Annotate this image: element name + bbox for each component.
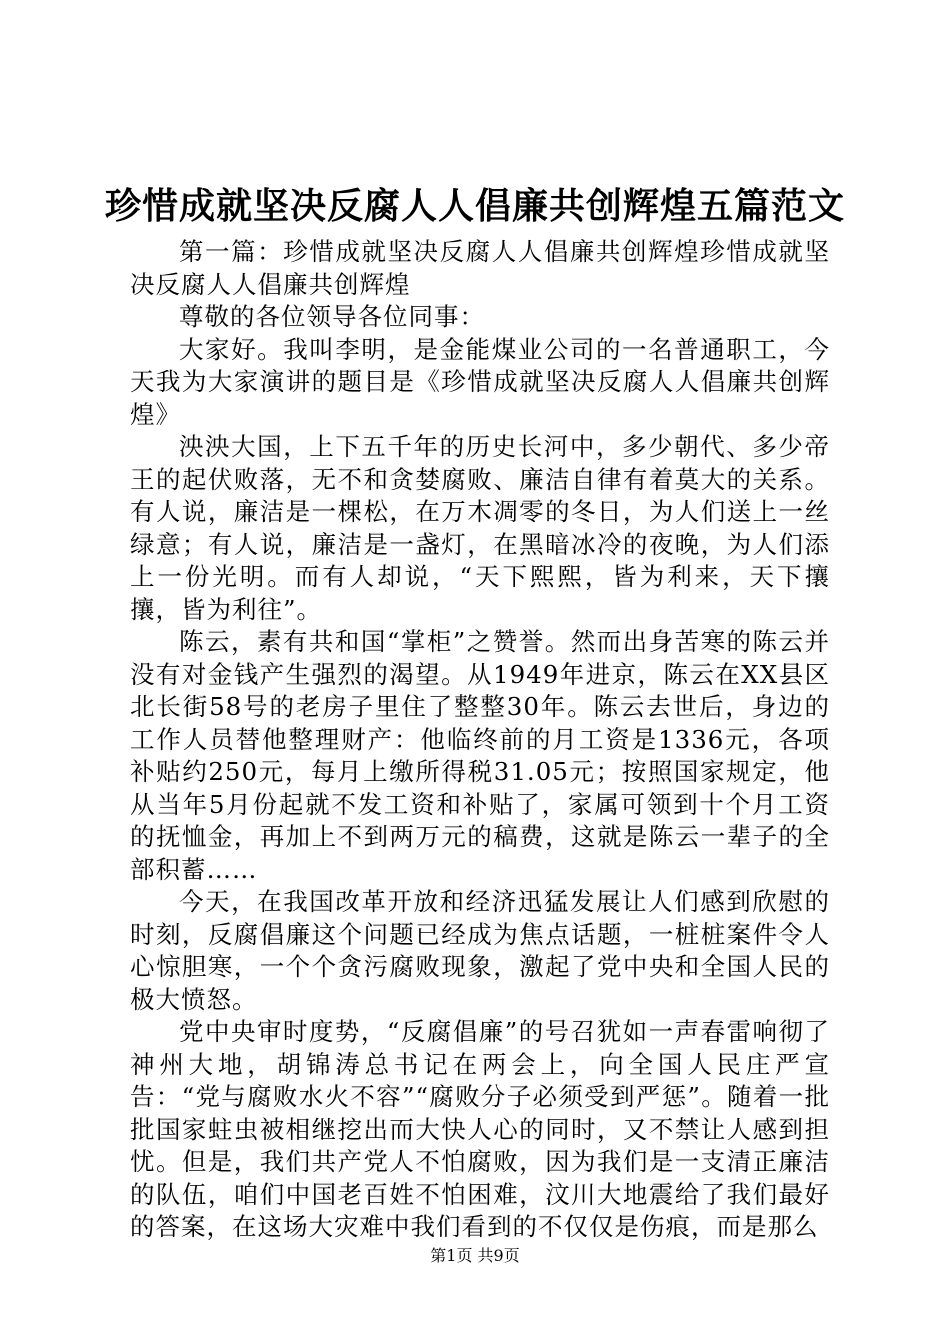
paragraph: 大家好。我叫李明，是金能煤业公司的一名普通职工，今天我为大家演讲的题目是《珍惜成就坚决反腐人人倡廉共创辉煌》 — [130, 334, 830, 429]
page-number-footer: 第1页 共9页 — [430, 1246, 520, 1265]
paragraph: 今天，在我国改革开放和经济迅猛发展让人们感到欣慰的时刻，反腐倡廉这个问题已经成为焦点话题，一桩桩案件令人心惊胆寒，一个个贪污腐败现象，激起了党中央和全国人民的极大愤怒。 — [130, 887, 830, 1014]
document-title: 珍惜成就坚决反腐人人倡廉共创辉煌五篇范文 — [104, 185, 845, 227]
document-body — [130, 236, 830, 1244]
paragraph: 陈云，素有共和国“掌柜”之赞誉。然而出身苦寒的陈云并没有对金钱产生强烈的渴望。从1949年进京，陈云在XX县区北长街58号的老房子里住了整整30年。陈云去世后，身边的工作人员替他整理财产：他临终前的月工资是1336元，各项补贴约250元，每月上缴所得税31.05元；按照国家规定，他从当年5月份起就不发工资和补贴了，家属可领到十个月工资的抚恤金，再加上不到两万元的稿费，这就是陈云一辈子的全部积蓄…… — [130, 627, 830, 884]
paragraph: 党中央审时度势，“反腐倡廉”的号召犹如一声春雷响彻了神州大地，胡锦涛总书记在两会上，向全国人民庄严宣告：“党与腐败水火不容”“腐败分子必须受到严惩”。随着一批批国家蛀虫被相继挖出而大快人心的同时，又不禁让人感到担忧。但是，我们共产党人不怕腐败，因为我们是一支清正廉洁的队伍，咱们中国老百姓不怕困难，汶川大地震给了我们最好的答案，在这场大灾难中我们看到的不仅仅是伤痕，而是那么 — [130, 1017, 830, 1241]
paragraph: 第一篇：珍惜成就坚决反腐人人倡廉共创辉煌珍惜成就坚决反腐人人倡廉共创辉煌 — [130, 237, 830, 299]
paragraph: 泱泱大国，上下五千年的历史长河中，多少朝代、多少帝王的起伏败落，无不和贪婪腐败、廉洁自律有着莫大的关系。有人说，廉洁是一棵松，在万木凋零的冬日，为人们送上一丝绿意；有人说，廉洁是一盏灯，在黑暗冰冷的夜晚，为人们添上一份光明。而有人却说，“天下熙熙，皆为利来，天下攘攘，皆为利往”。 — [130, 432, 830, 624]
paragraph: 尊敬的各位领导各位同事： — [179, 302, 485, 331]
